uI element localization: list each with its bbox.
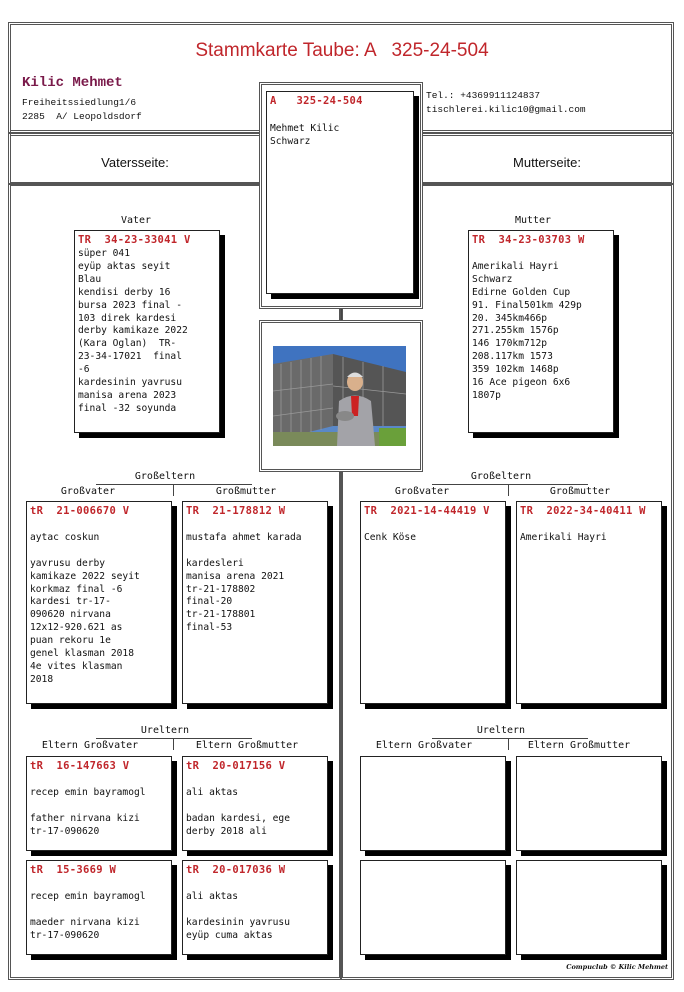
- father-side-label: Vatersseite:: [101, 155, 169, 170]
- owner-address-line1: Freiheitssiedlung1/6: [22, 97, 137, 108]
- father-grandmother-id: TR 21-178812 W: [186, 505, 286, 517]
- father-eltern-grossmutter-label: Eltern Großmutter: [195, 740, 299, 751]
- father-grandmother-card: [182, 501, 328, 704]
- mother-grandparents-divider: [508, 484, 509, 496]
- father-grandfather-id: tR 21-006670 V: [30, 505, 130, 517]
- mother-grandparents-rule: [432, 484, 588, 485]
- fmf-id: tR 20-017156 V: [186, 760, 286, 772]
- owner-address-line2: 2285 A/ Leopoldsdorf: [22, 111, 142, 122]
- fff-card: [26, 756, 172, 851]
- father-grandfather-info: aytac coskun yavrusu derby kamikaze 2022 seyit korkmaz final -6 kardesi tr-17- 090620 nirvana 12x12-920.621 as puan rekoru 1e genel klasman 2018 4e vites klasman 2018: [30, 531, 140, 685]
- owner-name: Kilic Mehmet: [22, 75, 123, 91]
- father-grandmother-info: mustafa ahmet karada kardesleri manisa arena 2021 tr-21-178802 final-20 tr-21-178801 final-53: [186, 531, 302, 634]
- fff-id: tR 16-147663 V: [30, 760, 130, 772]
- mmf-card: [516, 756, 662, 851]
- father-grandmother-label: Großmutter: [215, 486, 277, 497]
- mother-side-label: Mutterseite:: [513, 155, 581, 170]
- father-label: Vater: [120, 215, 152, 226]
- mother-eltern-grossmutter-label: Eltern Großmutter: [527, 740, 631, 751]
- mother-ureltern-label: Ureltern: [476, 725, 526, 736]
- mother-label: Mutter: [514, 215, 552, 226]
- mother-grandmother-id: TR 2022-34-40411 W: [520, 505, 646, 517]
- mother-eltern-grossvater-label: Eltern Großvater: [375, 740, 473, 751]
- mother-grandfather-info: Cenk Köse: [364, 531, 416, 543]
- page-title: Stammkarte Taube: A 325-24-504: [195, 40, 489, 61]
- father-grandparents-label: Großeltern: [134, 471, 196, 482]
- father-info: süper 041 eyüp aktas seyit Blau kendisi derby 16 bursa 2023 final - 103 direk kardesi derby kamikaze 2022 (Kara Oglan) TR- 23-34-17021 final -6 kardesinin yavrusu manisa arena 2023 final -32 soyunda: [78, 248, 188, 414]
- fff-info: recep emin bayramogl father nirvana kizi tr-17-090620: [30, 786, 146, 837]
- fmf-card: [182, 756, 328, 851]
- ffm-card: [26, 860, 172, 955]
- mother-ureltern-rule: [432, 738, 588, 739]
- mfm-card: [360, 860, 506, 955]
- footer-credit: Compuclub © Kilic Mehmet: [566, 963, 668, 971]
- mother-grandparents-label: Großeltern: [470, 471, 532, 482]
- mother-info: Amerikali Hayri Schwarz Edirne Golden Cup 91. Final501km 429p 20. 345km466p 271.255km 1576p 146 170km712p 208.117km 1573 359 102km 1468p 16 Ace pigeon 6x6 1807p: [472, 260, 582, 401]
- father-id: TR 34-23-33041 V: [78, 234, 191, 246]
- mff-card: [360, 756, 506, 851]
- mother-card: [468, 230, 614, 433]
- father-card: [74, 230, 220, 433]
- main-bird-info: Mehmet Kilic Schwarz: [270, 123, 340, 147]
- mother-grandmother-info: Amerikali Hayri: [520, 531, 607, 543]
- mother-id: TR 34-23-03703 W: [472, 234, 585, 246]
- owner-email: tischlerei.kilic10@gmail.com: [426, 104, 586, 115]
- fmm-card: [182, 860, 328, 955]
- mother-grandfather-card: [360, 501, 506, 704]
- owner-phone: Tel.: +4369911124837: [426, 90, 541, 101]
- ffm-info: recep emin bayramogl maeder nirvana kizi tr-17-090620: [30, 890, 146, 941]
- mother-grandfather-label: Großvater: [394, 486, 450, 497]
- mother-ureltern-divider: [508, 738, 509, 750]
- father-ureltern-rule: [96, 738, 252, 739]
- fmm-info: ali aktas kardesinin yavrusu eyüp cuma aktas: [186, 890, 290, 941]
- father-eltern-grossvater-label: Eltern Großvater: [41, 740, 139, 751]
- man-with-pigeon-photo: [273, 346, 406, 446]
- fmm-id: tR 20-017036 W: [186, 864, 286, 876]
- main-bird-id: A 325-24-504: [270, 95, 363, 107]
- ffm-id: tR 15-3669 W: [30, 864, 117, 876]
- main-bird-card: [266, 91, 414, 294]
- mother-grandmother-card: [516, 501, 662, 704]
- father-ureltern-label: Ureltern: [140, 725, 190, 736]
- mother-grandmother-label: Großmutter: [549, 486, 611, 497]
- father-grandparents-rule: [96, 484, 252, 485]
- father-grandfather-card: [26, 501, 172, 704]
- fmf-info: ali aktas badan kardesi, ege derby 2018 ali: [186, 786, 290, 837]
- mmm-card: [516, 860, 662, 955]
- father-ureltern-divider: [173, 738, 174, 750]
- father-grandparents-divider: [173, 484, 174, 496]
- mother-grandfather-id: TR 2021-14-44419 V: [364, 505, 490, 517]
- father-grandfather-label: Großvater: [60, 486, 116, 497]
